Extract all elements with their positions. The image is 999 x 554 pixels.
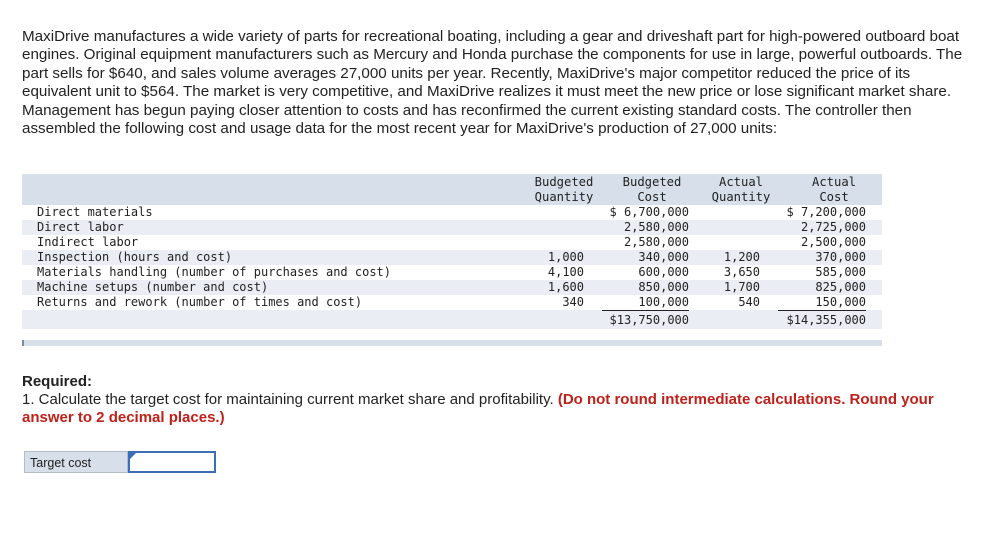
required-title: Required: [22, 373, 93, 390]
table-row [22, 295, 882, 310]
budgeted-cost-cell: 2,580,000 [623, 235, 689, 249]
required-question [22, 391, 977, 427]
row-label: Indirect labor [37, 235, 139, 249]
table-row [22, 280, 882, 295]
actual-cost-cell: 150,000 [815, 295, 866, 309]
budgeted-cost-cell: 2,580,000 [623, 220, 689, 234]
cost-data-table [22, 174, 882, 329]
table-scroll-bar [22, 340, 882, 346]
actual-quantity-cell: 540 [738, 295, 760, 309]
table-row [22, 250, 882, 265]
budgeted-cost-cell: 850,000 [638, 280, 689, 294]
rounding-note: (Do not round intermediate calculations. Round your answer to 2 decimal places.) [22, 391, 934, 426]
problem-paragraph: MaxiDrive manufactures a wide variety of parts for recreational boating, including a gear and driveshaft part for high-powered outboard boat engines. Original equipment manufacturers such as Mercury and Honda purchase the components for use in large, powerful outboards. The part sells for $640, and sales volume averages 27,000 units per year. Recently, MaxiDrive's major competitor reduced the price of its equivalent unit to $564. The market is very competitive, and MaxiDrive realizes it must meet the new price or lose significant market share. Management has begun paying closer attention to costs and has reconfirmed the current existing standard costs. The controller then assembled the following cost and usage data for the most recent year for MaxiDrive's production of 27,000 units: [22, 28, 963, 138]
row-label: Direct labor [37, 220, 124, 234]
target-cost-input[interactable] [128, 451, 216, 473]
actual-cost-cell: 370,000 [815, 250, 866, 264]
actual-cost-cell: 2,725,000 [800, 220, 866, 234]
budgeted-cost-cell: 600,000 [638, 265, 689, 279]
actual-quantity-cell: 1,700 [723, 280, 760, 294]
table-row [22, 220, 882, 235]
row-label: Returns and rework (number of times and cost) [37, 295, 363, 309]
table-total-row [22, 310, 882, 329]
required-section [22, 373, 977, 427]
actual-cost-cell: 585,000 [815, 265, 866, 279]
row-label: Materials handling (number of purchases and cost) [37, 265, 392, 279]
table-row [22, 205, 882, 220]
header-budgeted-cost: Budgeted Cost [622, 175, 682, 204]
budgeted-quantity-cell: 4,100 [547, 265, 584, 279]
row-label: Inspection (hours and cost) [37, 250, 233, 264]
table-header [22, 174, 882, 205]
target-cost-label: Target cost [24, 451, 128, 473]
budgeted-cost-cell: $ 6,700,000 [609, 205, 689, 219]
budgeted-quantity-cell: 1,600 [547, 280, 584, 294]
budgeted-cost-cell: 100,000 [638, 295, 689, 309]
actual-quantity-cell: 3,650 [723, 265, 760, 279]
actual-quantity-cell: 1,200 [723, 250, 760, 264]
row-label: Direct materials [37, 205, 153, 219]
header-budgeted-quantity: Budgeted Quantity [534, 175, 594, 204]
row-label: Machine setups (number and cost) [37, 280, 269, 294]
budgeted-cost-cell: 340,000 [638, 250, 689, 264]
actual-cost-total: $14,355,000 [778, 310, 866, 330]
required-text: 1. Calculate the target cost for maintaining current market share and profitability. [22, 391, 554, 408]
budgeted-quantity-cell: 1,000 [547, 250, 584, 264]
budgeted-quantity-cell: 340 [562, 295, 584, 309]
header-actual-cost: Actual Cost [811, 175, 857, 204]
actual-cost-cell: 825,000 [815, 280, 866, 294]
actual-cost-cell: $ 7,200,000 [786, 205, 866, 219]
table-row [22, 235, 882, 250]
header-actual-quantity: Actual Quantity [711, 175, 771, 204]
input-flag-icon [130, 453, 136, 459]
answer-row [24, 451, 216, 475]
budgeted-cost-total: $13,750,000 [602, 310, 689, 330]
table-row [22, 265, 882, 280]
actual-cost-cell: 2,500,000 [800, 235, 866, 249]
